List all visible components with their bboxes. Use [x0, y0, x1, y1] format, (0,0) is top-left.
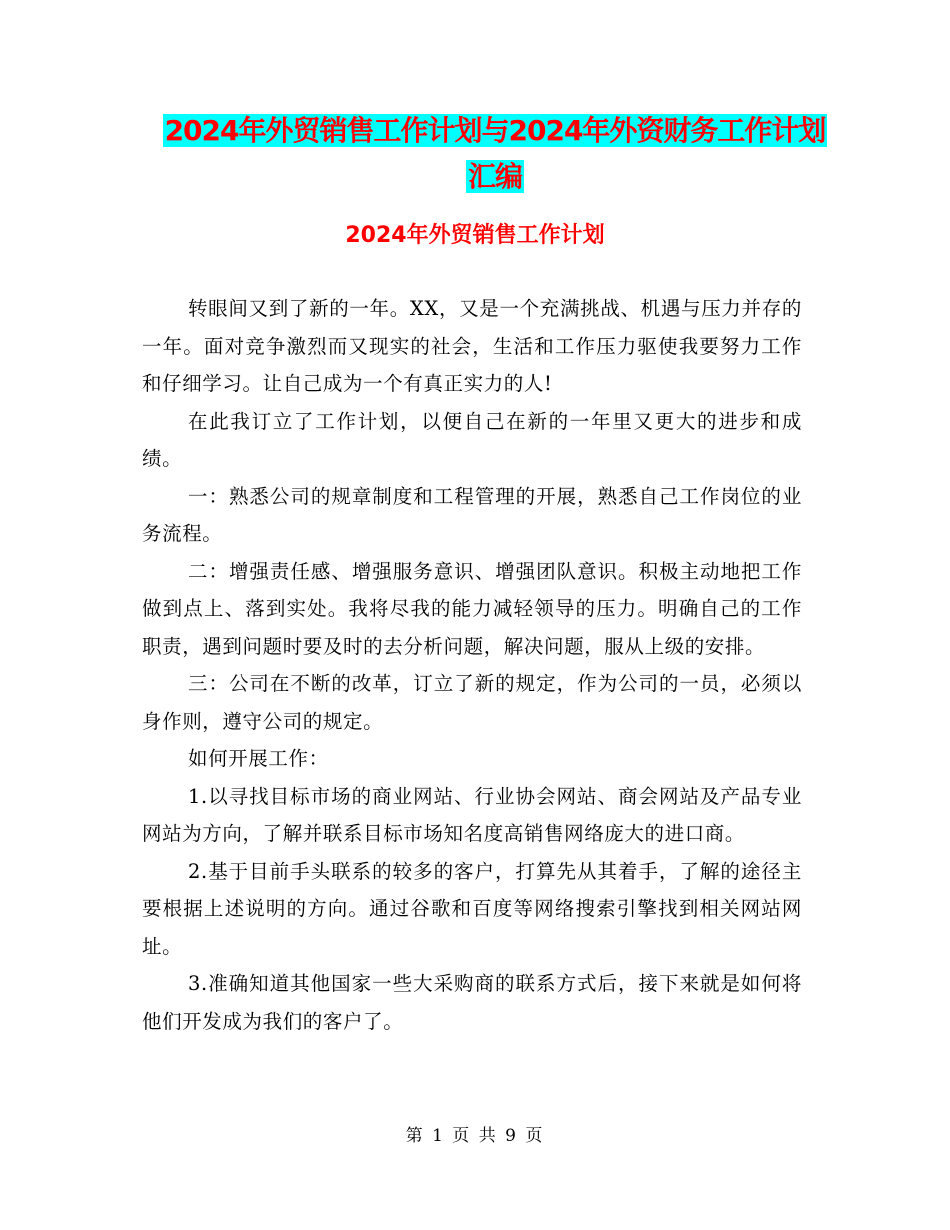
page-footer: 第 1 页 共 9 页	[405, 1126, 545, 1146]
document-body	[142, 290, 802, 1040]
paragraph: 二：增强责任感、增强服务意识、增强团队意识。积极主动地把工作做到点上、落到实处。我将尽我的能力减轻领导的压力。明确自己的工作职责，遇到问题时要及时的去分析问题，解决问题，服从上级的安排。	[142, 559, 802, 658]
paragraph: 在此我订立了工作计划，以便自己在新的一年里又更大的进步和成绩。	[142, 409, 802, 470]
paragraph: 2.基于目前手头联系的较多的客户，打算先从其着手，了解的途径主要根据上述说明的方向。通过谷歌和百度等网络搜索引擎找到相关网站网址。	[142, 859, 802, 958]
document-title	[140, 108, 850, 200]
paragraph: 一：熟悉公司的规章制度和工程管理的开展，熟悉自己工作岗位的业务流程。	[142, 484, 802, 545]
paragraph: 3.准确知道其他国家一些大采购商的联系方式后，接下来就是如何将他们开发成为我们的客户了。	[142, 972, 802, 1033]
paragraph: 如何开展工作：	[188, 747, 329, 770]
section-title: 2024年外贸销售工作计划	[345, 223, 605, 248]
paragraph: 转眼间又到了新的一年。XX，又是一个充满挑战、机遇与压力并存的一年。面对竞争激烈而又现实的社会，生活和工作压力驱使我要努力工作和仔细学习。让自己成为一个有真正实力的人!	[142, 297, 802, 395]
paragraph: 1.以寻找目标市场的商业网站、行业协会网站、商会网站及产品专业网站为方向，了解并联系目标市场知名度高销售网络庞大的进口商。	[142, 784, 802, 845]
document-title-line-2: 汇编	[467, 160, 522, 193]
document-title-line-1: 2024年外贸销售工作计划与2024年外资财务工作计划	[164, 114, 826, 147]
paragraph: 三：公司在不断的改革，订立了新的规定，作为公司的一员，必须以身作则，遵守公司的规定。	[142, 672, 802, 733]
